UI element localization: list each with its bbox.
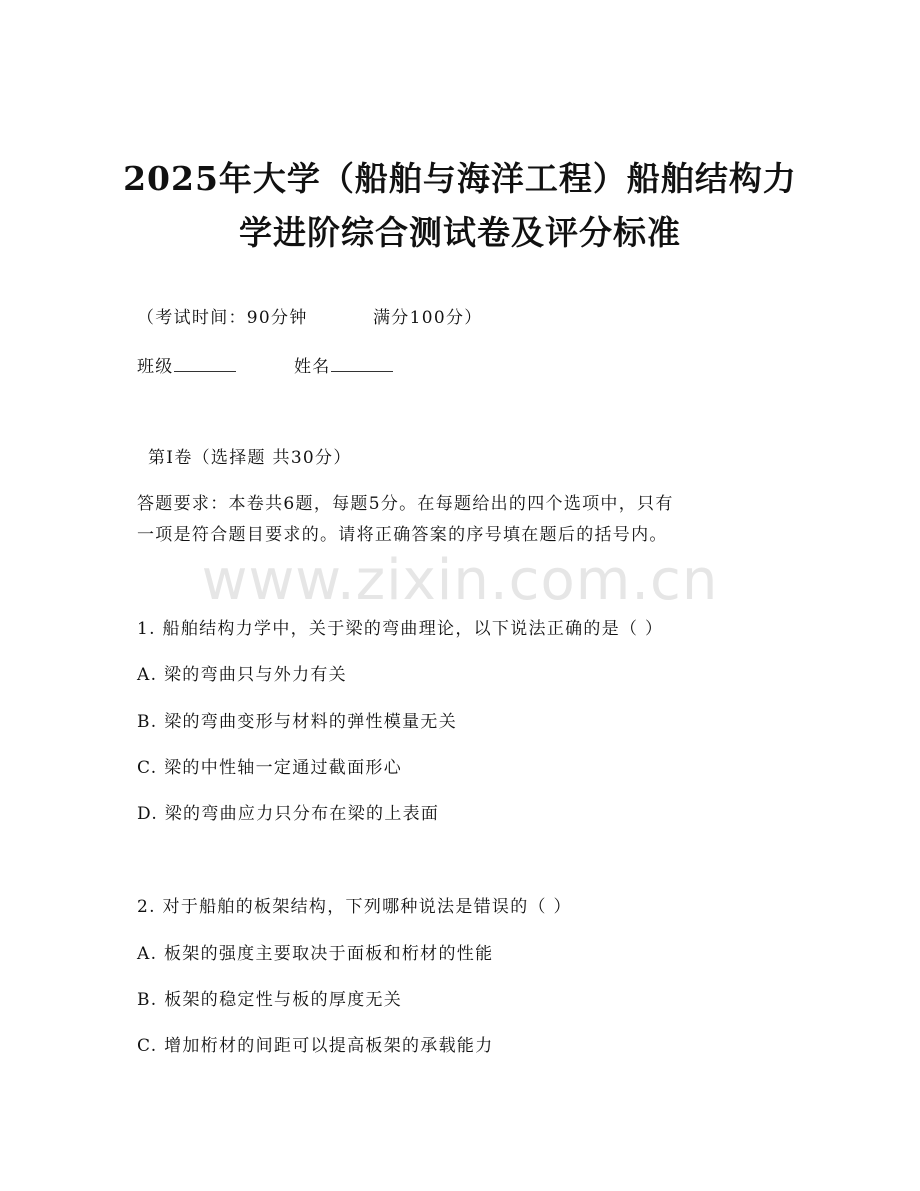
instructions-line-1: 答题要求：本卷共6题，每题5分。在每题给出的四个选项中，只有 [137, 494, 674, 514]
question-1-option-a: A. 梁的弯曲只与外力有关 [137, 665, 347, 685]
title-line-1: 2025年大学（船舶与海洋工程）船舶结构力 [123, 159, 797, 198]
question-2-option-a: A. 板架的强度主要取决于面板和桁材的性能 [137, 944, 494, 964]
section-heading: 第I卷（选择题 共30分） [148, 448, 352, 468]
instructions-line-2: 一项是符合题目要求的。请将正确答案的序号填在题后的括号内。 [137, 525, 668, 545]
exam-score-info: 满分100分） [373, 308, 483, 328]
name-blank [331, 353, 393, 372]
question-1-option-c: C. 梁的中性轴一定通过截面形心 [137, 758, 403, 778]
title-line-2: 学进阶综合测试卷及评分标准 [239, 213, 681, 252]
question-2-option-c: C. 增加桁材的间距可以提高板架的承载能力 [137, 1036, 494, 1056]
question-1-option-b: B. 梁的弯曲变形与材料的弹性模量无关 [137, 712, 457, 732]
question-1-option-d: D. 梁的弯曲应力只分布在梁的上表面 [137, 804, 440, 824]
class-label: 班级 [137, 357, 174, 377]
question-1-stem: 1. 船舶结构力学中，关于梁的弯曲理论，以下说法正确的是（ ） [137, 619, 664, 639]
class-field [137, 352, 236, 377]
name-label: 姓名 [294, 357, 331, 377]
class-blank [174, 353, 236, 372]
exam-time-info: （考试时间：90分钟 [137, 308, 308, 328]
question-2-stem: 2. 对于船舶的板架结构，下列哪种说法是错误的（ ） [137, 897, 572, 917]
watermark: www.zixin.com.cn [201, 548, 719, 613]
document-title [0, 152, 920, 260]
question-2-option-b: B. 板架的稳定性与板的厚度无关 [137, 990, 403, 1010]
name-field [294, 352, 393, 377]
